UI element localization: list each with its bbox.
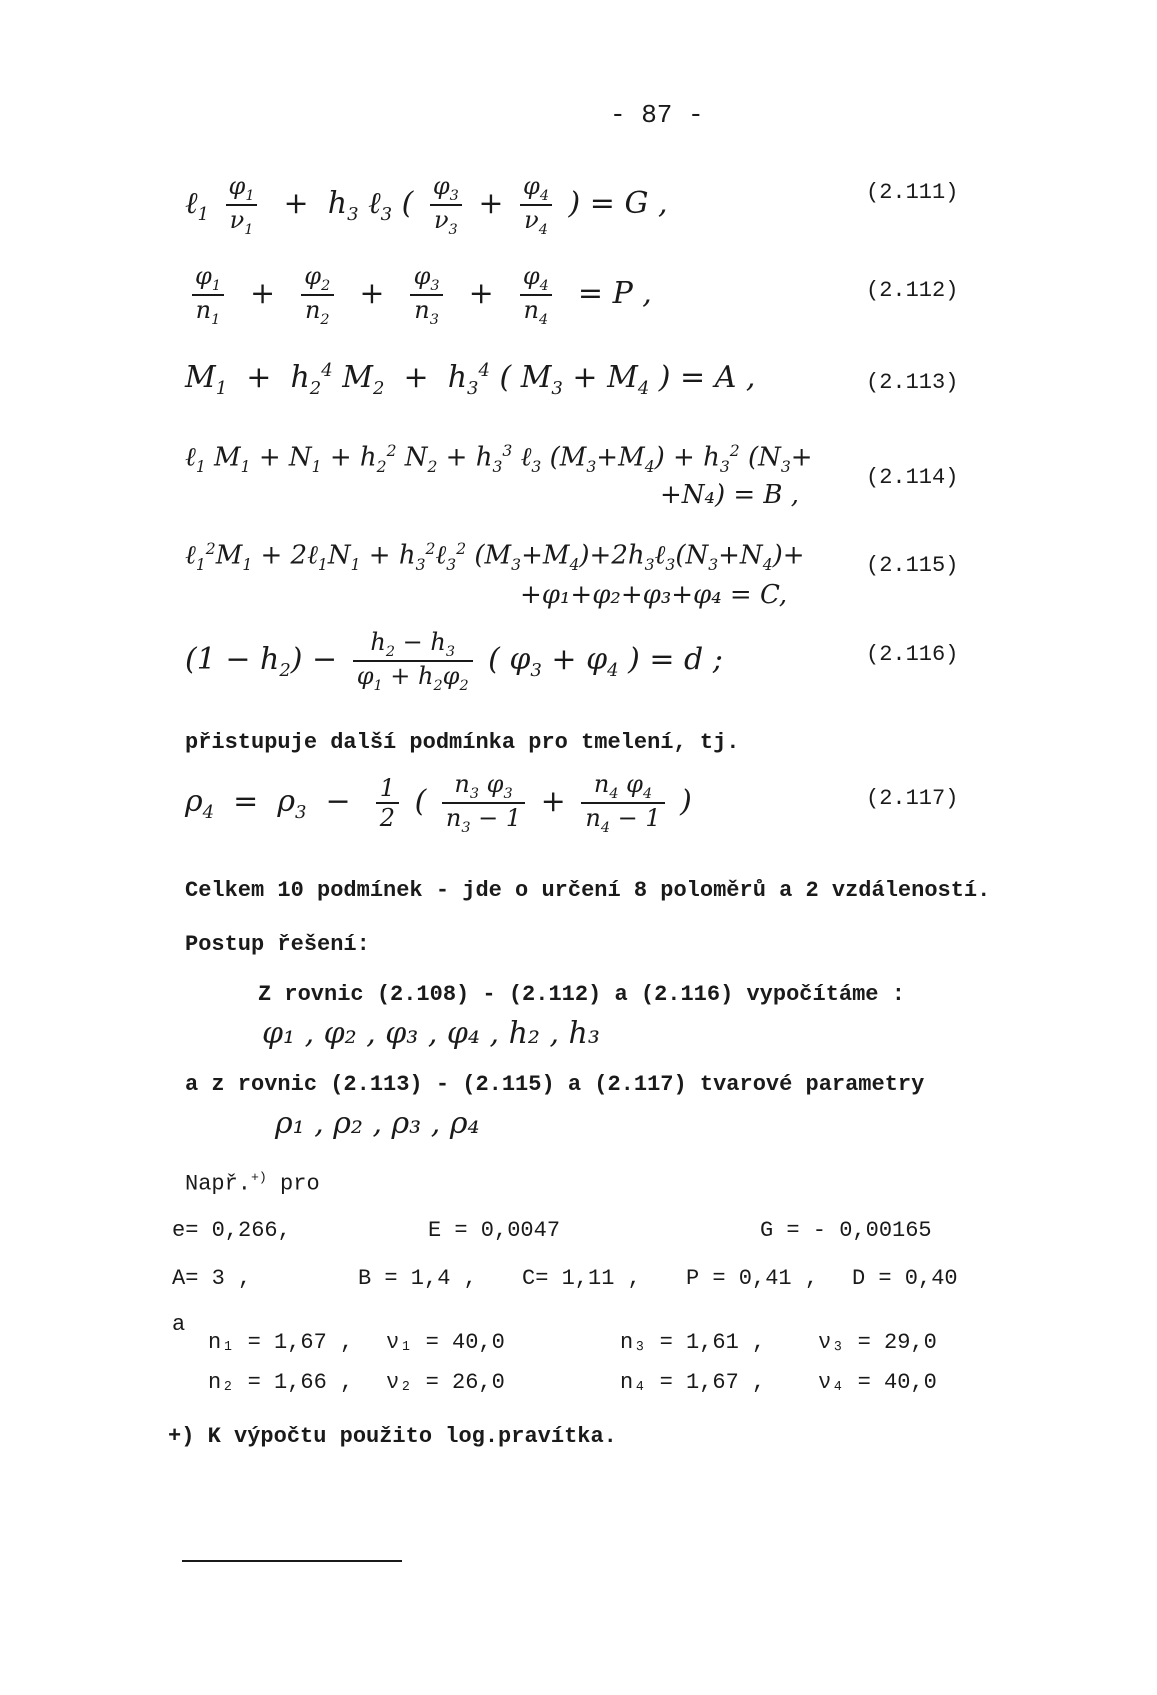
equation-number: (2.115) bbox=[866, 553, 959, 578]
value-C: C= 1,11 , bbox=[522, 1266, 641, 1291]
napr-label: Např. bbox=[185, 1171, 252, 1197]
heading-postup: Postup řešení: bbox=[185, 932, 370, 957]
footnote: +) K výpočtu použito log.pravítka. bbox=[168, 1424, 617, 1449]
paragraph-pristupuje: přistupuje další podmínka pro tmelení, tj. bbox=[185, 730, 740, 755]
equation-number: (2.112) bbox=[866, 278, 959, 303]
value-n3: n₃ = 1,61 , bbox=[620, 1330, 766, 1355]
value-A: A= 3 , bbox=[172, 1266, 252, 1291]
label-a: a bbox=[172, 1312, 186, 1337]
value-v4: ν₄ = 40,0 bbox=[818, 1370, 937, 1395]
value-v3: ν₃ = 29,0 bbox=[818, 1330, 937, 1355]
equation-2-112: $\frac{\varphi_1}{n_1}$ + $\frac{\varphi_2}{n_2}$ + $\frac{\varphi_3}{n_3}$ + $\frac{\varphi_4}{n_4}$ = P , bbox=[185, 262, 652, 328]
equation-2-116: $(1 - h_2)$ − $\frac{h_2 - h_3}{\varphi_1 + h_2\varphi_2}$ ( $\varphi_3 + \varphi_4$ ) = d ; bbox=[185, 628, 723, 694]
equation-2-115: $\ell_1^2M_1$ + $2\ell_1N_1$ + $h_3^2\ell_3^2$ $(M_3+M_4)+2h_3\ell_3(N_3+N_4)+$ bbox=[185, 540, 805, 574]
paragraph-celkem: Celkem 10 podmínek - jde o určení 8 poloměrů a 2 vzdáleností. bbox=[185, 878, 991, 903]
value-n1: n₁ = 1,67 , bbox=[208, 1330, 354, 1355]
equation-2-113: $M_1 + h_2^4$ $M_2 + h_3^4$ ( $M_3 + M_4$ ) = A , bbox=[185, 360, 756, 399]
paragraph-a-z-rovnic: a z rovnic (2.113) - (2.115) a (2.117) tvarové parametry bbox=[185, 1072, 925, 1097]
equation-number: (2.117) bbox=[866, 786, 959, 811]
value-P: P = 0,41 , bbox=[686, 1266, 819, 1291]
value-D: D = 0,40 bbox=[852, 1266, 958, 1291]
pro-label: pro bbox=[280, 1171, 320, 1197]
value-e: e= 0,266, bbox=[172, 1218, 291, 1243]
value-G: G = - 0,00165 bbox=[760, 1218, 932, 1243]
variables-list-2: ρ₁ , ρ₂ , ρ₃ , ρ₄ bbox=[275, 1106, 480, 1141]
equation-2-111: ℓ$_1$ $\frac{\varphi_1}{\nu_1}$ + $h_3$ ℓ$_3$ ( $\frac{\varphi_3}{\nu_3}$ + $\frac{\varphi_4}{\nu_4}$ ) = G , bbox=[185, 172, 668, 238]
value-n2: n₂ = 1,66 , bbox=[208, 1370, 354, 1395]
variables-list-1: φ₁ , φ₂ , φ₃ , φ₄ , h₂ , h₃ bbox=[262, 1016, 600, 1051]
value-E: E = 0,0047 bbox=[428, 1218, 561, 1243]
equation-2-114: ℓ$_1$ $M_1 + N_1 + h_2^2$ $N_2 + h_3^3$ ℓ$_3$ $(M_3+M_4) + h_3^2$ ($N_3+$ bbox=[185, 442, 813, 476]
value-B: B = 1,4 , bbox=[358, 1266, 477, 1291]
equation-number: (2.113) bbox=[866, 370, 959, 395]
equation-number: (2.116) bbox=[866, 642, 959, 667]
equation-number: (2.111) bbox=[866, 180, 959, 205]
value-v1: ν₁ = 40,0 bbox=[386, 1330, 505, 1355]
equation-continuation: +φ₁+φ₂+φ₃+φ₄ = C, bbox=[520, 580, 788, 610]
paragraph-z-rovnic: Z rovnic (2.108) - (2.112) a (2.116) vypočítáme : bbox=[258, 982, 905, 1007]
napr-line bbox=[185, 1170, 320, 1196]
value-v2: ν₂ = 26,0 bbox=[386, 1370, 505, 1395]
value-n4: n₄ = 1,67 , bbox=[620, 1370, 766, 1395]
footnote-rule bbox=[182, 1560, 402, 1562]
footnote-marker: +) bbox=[251, 1170, 267, 1185]
equation-2-117: $\rho_4 = \rho_3$ − $\frac{1}{2}$ ( $\frac{n_3 \varphi_3}{n_3 - 1}$ + $\frac{n_4 \varphi_4}{n_4 - 1}$ ) bbox=[185, 770, 692, 836]
equation-continuation: +N₄) = B , bbox=[660, 480, 800, 510]
equation-number: (2.114) bbox=[866, 465, 959, 490]
page-number: - 87 - bbox=[610, 100, 704, 130]
